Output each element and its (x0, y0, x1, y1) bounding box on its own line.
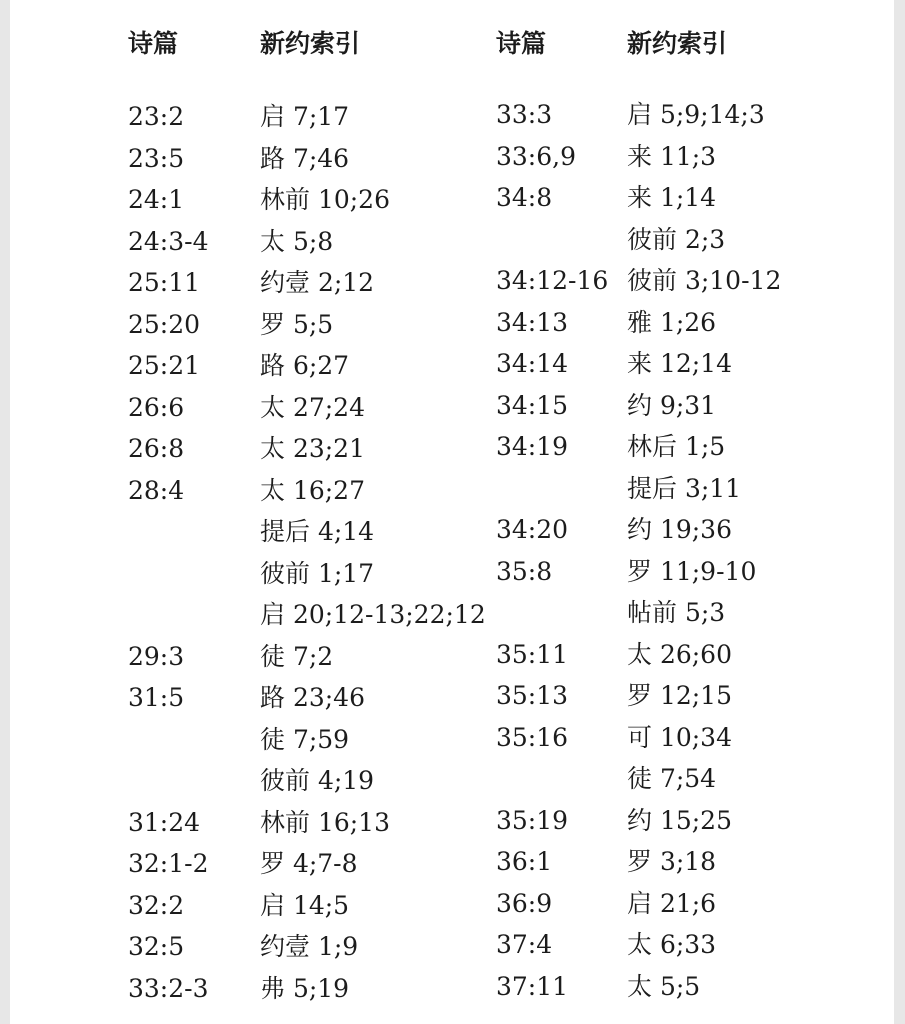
psalm-verse: 35:19 (496, 805, 569, 835)
psalm-verse: 35:16 (496, 722, 569, 752)
psalm-verse: 35:8 (496, 556, 553, 586)
psalm-verse: 26:6 (128, 392, 185, 422)
nt-reference: 罗 5;5 (260, 309, 334, 339)
nt-reference: 太 23;21 (260, 434, 365, 463)
nt-reference: 来 1;14 (627, 183, 717, 212)
psalm-verse: 26:8 (128, 434, 185, 463)
nt-reference: 启 7;17 (260, 102, 350, 131)
nt-reference: 太 27;24 (260, 392, 365, 422)
right-nt-index-header: 新约索引 (627, 29, 728, 58)
psalm-verse: 25:20 (128, 309, 201, 339)
psalm-verse: 23:5 (128, 143, 185, 173)
nt-reference: 太 5;5 (627, 971, 701, 1001)
right-psalm-header: 诗篇 (496, 29, 547, 58)
psalm-verse: 24:3-4 (128, 226, 209, 256)
nt-reference: 提后 3;11 (627, 473, 742, 503)
psalm-verse: 37:11 (496, 971, 569, 1001)
psalm-verse: 33:2-3 (128, 973, 209, 1003)
psalm-verse: 34:19 (496, 432, 569, 461)
nt-reference: 徒 7;59 (260, 724, 350, 754)
nt-reference: 约壹 1;9 (260, 932, 359, 961)
nt-reference: 启 21;6 (627, 888, 717, 918)
left-nt-index-header: 新约索引 (260, 29, 361, 58)
nt-reference: 路 23;46 (260, 683, 365, 712)
nt-reference: 启 14;5 (260, 890, 350, 920)
psalm-verse: 34:14 (496, 349, 569, 378)
psalm-verse: 34:13 (496, 307, 569, 337)
nt-reference: 约 19;36 (627, 515, 732, 544)
psalm-verse: 34:15 (496, 390, 569, 420)
index-page (10, 0, 894, 1024)
psalm-verse: 23:2 (128, 102, 185, 131)
nt-reference: 罗 4;7-8 (260, 849, 358, 878)
nt-reference: 林前 10;26 (260, 185, 390, 214)
psalm-verse: 34:20 (496, 515, 569, 544)
nt-reference: 彼前 4;19 (260, 766, 375, 795)
nt-reference: 彼前 3;10-12 (627, 266, 782, 295)
left-psalm-header: 诗篇 (128, 29, 179, 58)
psalm-verse: 34:8 (496, 183, 553, 212)
nt-reference: 林后 1;5 (627, 432, 726, 461)
psalm-verse: 36:9 (496, 888, 553, 918)
psalm-verse: 32:1-2 (128, 849, 209, 878)
nt-reference: 太 16;27 (260, 475, 365, 505)
nt-reference: 太 6;33 (627, 930, 717, 959)
nt-reference: 徒 7;2 (260, 641, 334, 671)
psalm-verse: 28:4 (128, 475, 185, 505)
nt-reference: 帖前 5;3 (627, 598, 726, 627)
psalm-verse: 33:6,9 (496, 141, 576, 171)
nt-reference: 太 5;8 (260, 226, 334, 256)
psalm-verse: 32:2 (128, 890, 185, 920)
nt-reference: 可 10;34 (627, 722, 732, 752)
psalm-verse: 25:21 (128, 351, 201, 380)
nt-reference: 弗 5;19 (260, 973, 350, 1003)
nt-reference: 来 12;14 (627, 349, 732, 378)
nt-reference: 来 11;3 (627, 141, 717, 171)
nt-reference: 罗 12;15 (627, 681, 732, 710)
psalm-verse: 35:11 (496, 639, 569, 669)
nt-reference: 启 5;9;14;3 (627, 100, 765, 129)
psalm-verse: 35:13 (496, 681, 569, 710)
nt-reference: 约 9;31 (627, 390, 717, 420)
nt-reference: 路 7;46 (260, 143, 350, 173)
nt-reference: 约壹 2;12 (260, 268, 375, 297)
nt-reference: 罗 11;9-10 (627, 556, 757, 586)
psalm-verse: 33:3 (496, 100, 553, 129)
nt-reference: 彼前 1;17 (260, 558, 375, 588)
nt-reference: 雅 1;26 (627, 307, 717, 337)
psalm-verse: 31:5 (128, 683, 185, 712)
nt-reference: 启 20;12-13;22;12 (260, 600, 486, 629)
psalm-verse: 31:24 (128, 807, 201, 837)
psalm-verse: 34:12-16 (496, 266, 609, 295)
psalm-verse: 24:1 (128, 185, 185, 214)
nt-reference: 提后 4;14 (260, 517, 375, 546)
nt-reference: 彼前 2;3 (627, 224, 726, 254)
psalm-verse: 29:3 (128, 641, 185, 671)
psalm-verse: 36:1 (496, 847, 553, 876)
psalm-verse: 32:5 (128, 932, 185, 961)
nt-reference: 太 26;60 (627, 639, 732, 669)
psalm-verse: 25:11 (128, 268, 201, 297)
nt-reference: 约 15;25 (627, 805, 732, 835)
psalm-verse: 37:4 (496, 930, 553, 959)
nt-reference: 徒 7;54 (627, 764, 717, 793)
nt-reference: 林前 16;13 (260, 807, 390, 837)
nt-reference: 罗 3;18 (627, 847, 717, 876)
nt-reference: 路 6;27 (260, 351, 350, 380)
